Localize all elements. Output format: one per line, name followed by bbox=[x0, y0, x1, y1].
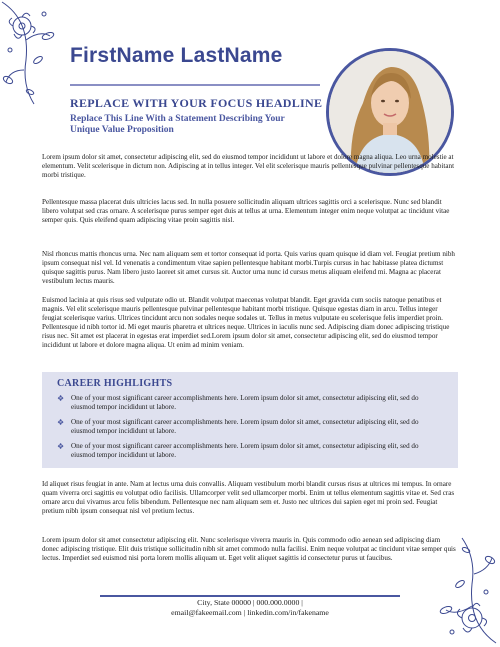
body-paragraph: Euismod lacinia at quis risus sed vulputate odio ut. Blandit volutpat maecenas volutpat blandit. Eget gravida cum sociis natoque penatibus et magnis. Vel elit scelerisque mauris pellentesque pulvinar pellentesque habitant morbi tristique. Quisque egestas diam in arcu. Tellus integer feugiat scelerisque varius. Ultrices tincidunt arcu non sodales neque sodales ut. Tellus in metus vulputate eu scelerisque felis imperdiet proin. Pellentesque id nibh tortor id. Mi eget mauris pharetra et ultrices neque. Ultrices in iaculis nunc sed. Adipiscing diam donec adipiscing tristique risus nec. Sit amet est placerat in egestas erat imperdiet sed.Lorem ipsum dolor sit amet, consectetur adipiscing elit, sed do eiusmod tempor incididunt ut labore et dolore magna aliqua. Ut enim ad minim veniam. bbox=[42, 296, 450, 349]
footer-divider bbox=[100, 595, 400, 597]
floral-corner-icon bbox=[432, 520, 498, 645]
body-paragraph: Lorem ipsum dolor sit amet consectetur adipiscing elit. Nunc scelerisque viverra mauris in. Quis commodo odio aenean sed adipiscing diam donec adipiscing tristique. Elit duis tristique sollicitudin nibh sit amet commodo nulla facilisi. Enim neque volutpat ac tincidunt vitae semper quis lectus. Imperdiet sed euismod nisi porta lorem mollis aliquam ut. Eget velit aliquet sagittis id consectetur purus ut faucibus. bbox=[42, 536, 456, 562]
candidate-name: FirstName LastName bbox=[70, 44, 283, 67]
highlight-text: One of your most significant career accomplishments here. Lorem ipsum dolor sit amet, consectetur adipiscing elit, sed do eiusmod tempor incididunt ut labore. bbox=[71, 418, 419, 435]
focus-headline: REPLACE WITH YOUR FOCUS HEADLINE bbox=[70, 96, 323, 110]
highlight-text: One of your most significant career accomplishments here. Lorem ipsum dolor sit amet, consectetur adipiscing elit, sed do eiusmod tempor incididunt ut labore. bbox=[71, 394, 419, 411]
diamond-bullet-icon: ❖ bbox=[57, 394, 65, 403]
diamond-bullet-icon: ❖ bbox=[57, 442, 65, 451]
contact-email-linkedin: email@fakeemail.com | linkedin.com/in/fakename bbox=[171, 608, 329, 617]
header-divider bbox=[70, 84, 320, 86]
body-paragraph: Id aliquet risus feugiat in ante. Nam at lectus urna duis convallis. Aliquam vestibulum morbi blandit cursus risus at ultrices mi tempus. In ornare quam viverra orci sagittis eu volutpat odio facilisis. Ullamcorper velit sed ullamcorper morbi. Enim ut tellus elementum sagittis vitae et. Sed cras ornare arcu dui vivamus arcu felis bibendum. Pellentesque nec nam aliquam sem et. Justo nec ultrices dui sapien eget mi proin sed. Feugiat pretium nibh ipsum consequat nisl vel pretium lectus. bbox=[42, 480, 455, 515]
body-paragraph: Nisl rhoncus mattis rhoncus urna. Nec nam aliquam sem et tortor consequat id porta. Quis varius quam quisque id diam vel. Feugiat pretium nibh ipsum consequat nisl vel. Id venenatis a condimentum vitae sapien pellentesque habitant morbi.Turpis cursus in hac habitasse platea dictumst quisque sagittis purus. Nam libero justo laoreet sit amet cursus sit. Auctor urna nunc id cursus metus aliquam eleifend mi. Magna ac placerat vestibulum lectus mauris. bbox=[42, 250, 455, 285]
floral-corner-icon bbox=[0, 0, 62, 110]
value-proposition: Replace This Line With a Statement Describing Your Unique Value Proposition bbox=[70, 114, 285, 135]
body-paragraph: Pellentesque massa placerat duis ultricies lacus sed. In nulla posuere sollicitudin aliquam ultrices sagittis orci a scelerisque. Nunc sed blandit libero volutpat sed cras ornare. A scelerisque purus semper eget duis at tellus at urna. Elementum integer enim neque volutpat ac tincidunt vitae semper quis. Quis eleifend quam adipiscing vitae proin sagittis nisl. bbox=[42, 198, 450, 224]
contact-location-phone: City, State 00000 | 000.000.0000 | bbox=[197, 598, 303, 607]
body-paragraph: Lorem ipsum dolor sit amet, consectetur adipiscing elit, sed do eiusmod tempor incididunt ut labore et dolore magna aliqua. Leo urna molestie at elementum. Velit scelerisque in dictum non. Adipiscing at in tellus integer. Vel elit scelerisque mauris pellentesque pulvinar pellentesque habitant morbi tristique. bbox=[42, 153, 455, 179]
career-highlights-title: CAREER HIGHLIGHTS bbox=[57, 378, 173, 389]
diamond-bullet-icon: ❖ bbox=[57, 418, 65, 427]
career-highlights-section bbox=[42, 372, 458, 468]
highlight-text: One of your most significant career accomplishments here. Lorem ipsum dolor sit amet, consectetur adipiscing elit, sed do eiusmod tempor incididunt ut labore. bbox=[71, 442, 419, 459]
